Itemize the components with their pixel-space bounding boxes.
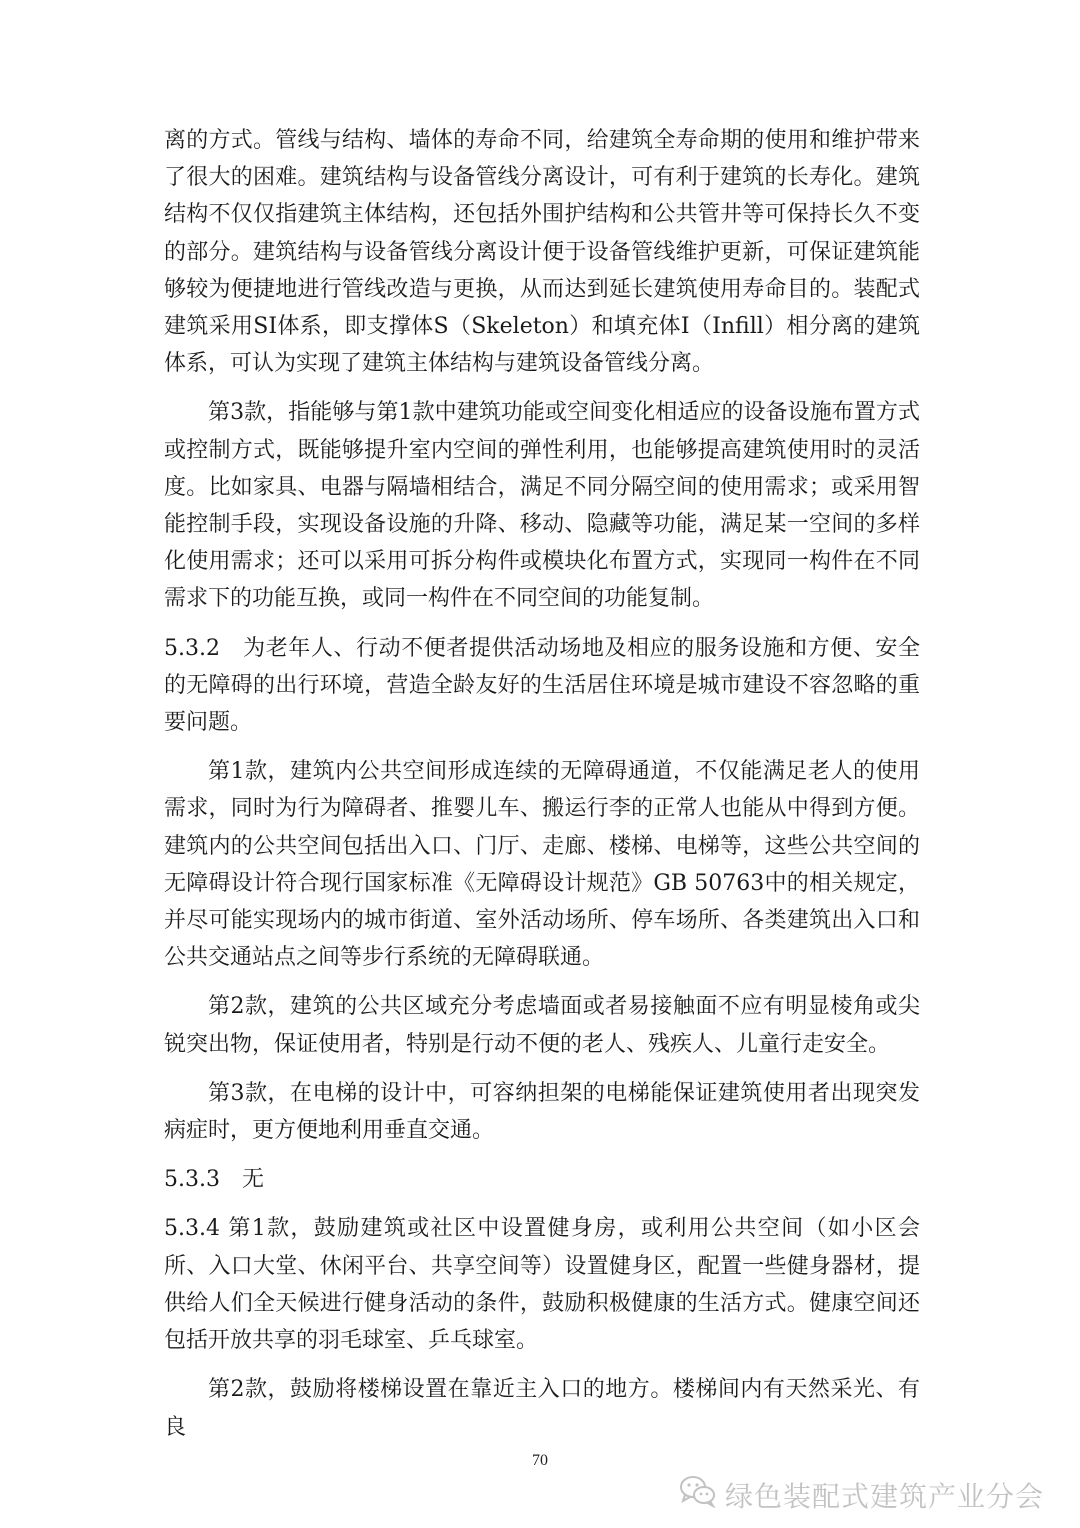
paragraph-9: 第2款，鼓励将楼梯设置在靠近主入口的地方。楼梯间内有天然采光、有良 bbox=[164, 1377, 920, 1440]
watermark bbox=[679, 1474, 1044, 1515]
paragraph-8: 5.3.4 第1款，鼓励建筑或社区中设置健身房，或利用公共空间（如小区会所、入口大堂、休闲平台、共享空间等）设置健身区，配置一些健身器材，提供给人们全天候进行健身活动的条件，鼓励积极健康的生活方式。健康空间还包括开放共享的羽毛球室、乒乓球室。 bbox=[164, 1216, 920, 1354]
document-body bbox=[164, 122, 920, 1458]
watermark-text: 绿色装配式建筑产业分会 bbox=[724, 1479, 1044, 1513]
paragraph-5: 第2款，建筑的公共区域充分考虑墙面或者易接触面不应有明显棱角或尖锐突出物，保证使用者，特别是行动不便的老人、残疾人、儿童行走安全。 bbox=[164, 994, 920, 1057]
page-number: 70 bbox=[532, 1452, 548, 1469]
wechat-icon bbox=[679, 1474, 717, 1515]
paragraph-1: 离的方式。管线与结构、墙体的寿命不同，给建筑全寿命期的使用和维护带来了很大的困难。建筑结构与设备管线分离设计，可有利于建筑的长寿化。建筑结构不仅仅指建筑主体结构，还包括外围护结构和公共管井等可保持长久不变的部分。建筑结构与设备管线分离设计便于设备管线维护更新，可保证建筑能够较为便捷地进行管线改造与更换，从而达到延长建筑使用寿命目的。装配式建筑采用SI体系，即支撑体S（Skeleton）和填充体I（Infill）相分离的建筑体系，可认为实现了建筑主体结构与建筑设备管线分离。 bbox=[164, 128, 920, 377]
paragraph-7: 5.3.3 无 bbox=[164, 1167, 264, 1193]
paragraph-4: 第1款，建筑内公共空间形成连续的无障碍通道，不仅能满足老人的使用需求，同时为行为障碍者、推婴儿车、搬运行李的正常人也能从中得到方便。建筑内的公共空间包括出入口、门厅、走廊、楼梯、电梯等，这些公共空间的无障碍设计符合现行国家标准《无障碍设计规范》GB 50763中的相关规定，并尽可能实现场内的城市街道、室外活动场所、停车场所、各类建筑出入口和公共交通站点之间等步行系统的无障碍联通。 bbox=[164, 759, 920, 971]
paragraph-6: 第3款，在电梯的设计中，可容纳担架的电梯能保证建筑使用者出现突发病症时，更方便地利用垂直交通。 bbox=[164, 1080, 920, 1144]
paragraph-3: 5.3.2 为老年人、行动不便者提供活动场地及相应的服务设施和方便、安全的无障碍的出行环境，营造全龄友好的生活居住环境是城市建设不容忽略的重要问题。 bbox=[164, 635, 920, 736]
paragraph-2: 第3款，指能够与第1款中建筑功能或空间变化相适应的设备设施布置方式或控制方式，既能够提升室内空间的弹性利用，也能够提高建筑使用时的灵活度。比如家具、电器与隔墙相结合，满足不同分隔空间的使用需求；或采用智能控制手段，实现设备设施的升降、移动、隐藏等功能，满足某一空间的多样化使用需求；还可以采用可拆分构件或模块化布置方式，实现同一构件在不同需求下的功能互换，或同一构件在不同空间的功能复制。 bbox=[164, 400, 920, 612]
